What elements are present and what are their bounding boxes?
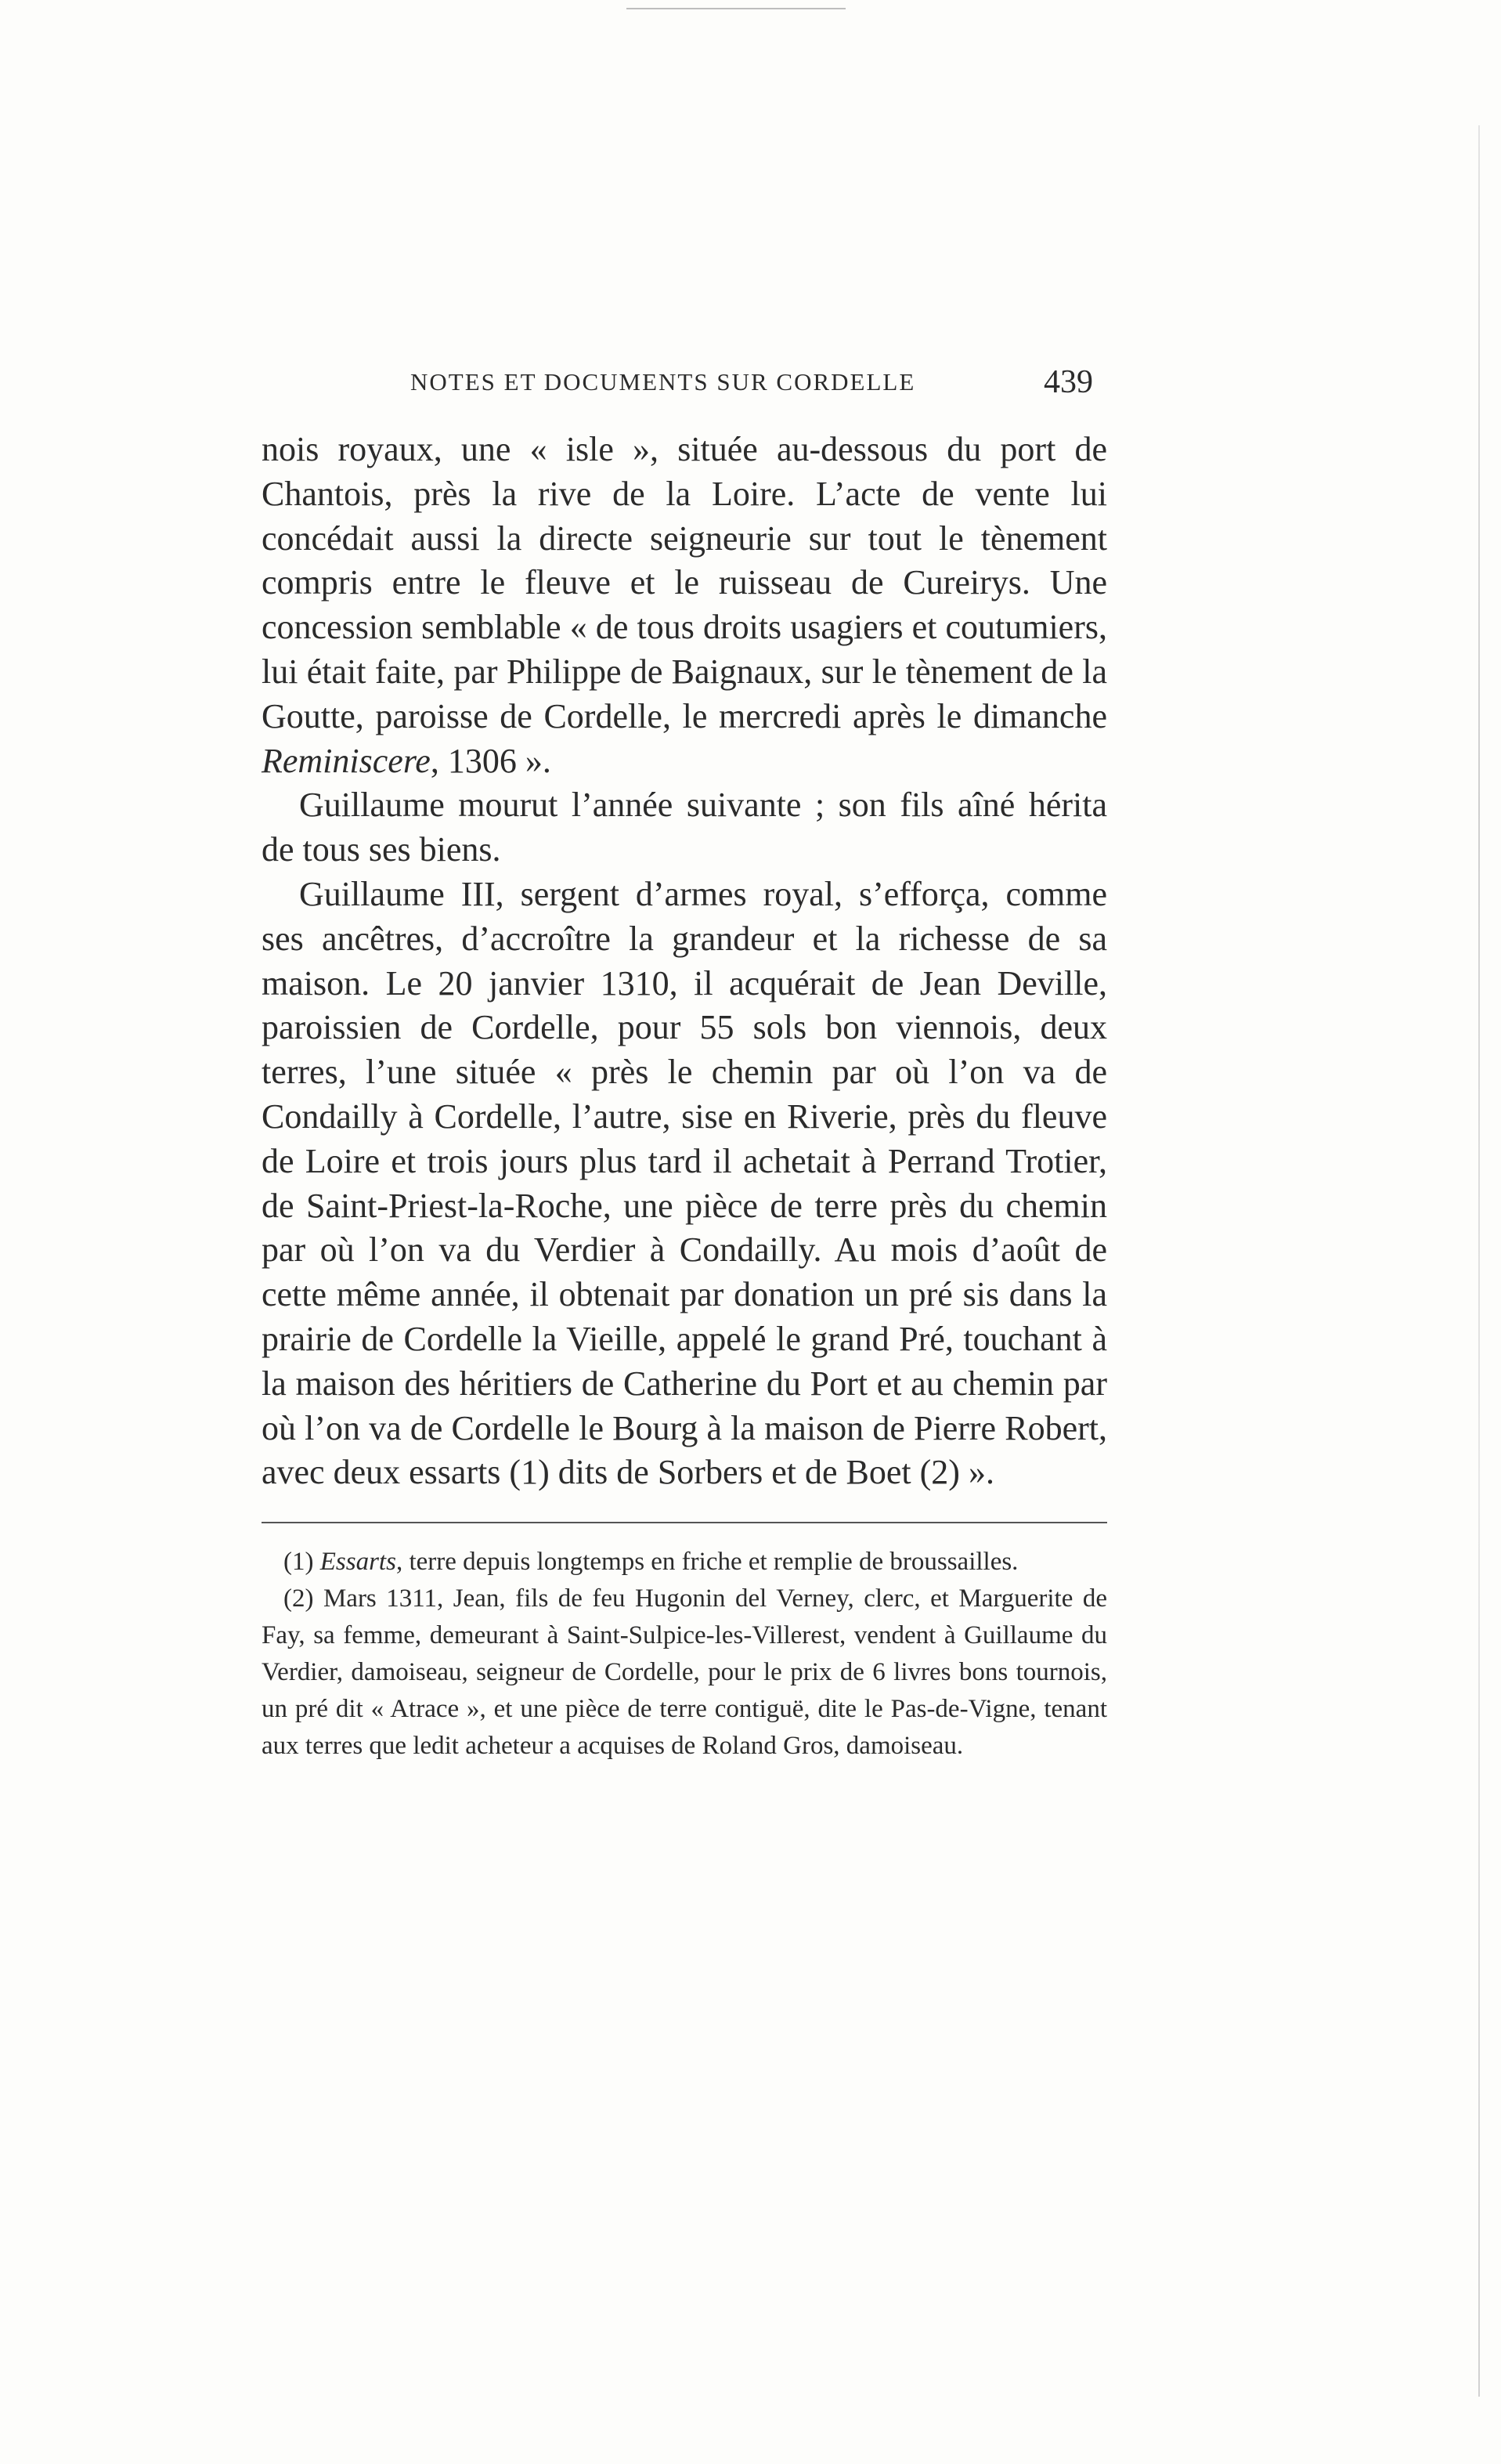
paragraph-2: Guillaume mourut l’année suivante ; son fils aîné hérita de tous ses biens. bbox=[262, 786, 1107, 869]
scan-edge-top bbox=[626, 8, 846, 9]
page-number: 439 bbox=[1044, 364, 1093, 400]
scan-edge-right bbox=[1478, 125, 1480, 2397]
footnotes bbox=[262, 1544, 1107, 1765]
body-text bbox=[262, 428, 1107, 1495]
footnote-1-marker: (1) bbox=[283, 1548, 320, 1577]
footnote-1 bbox=[262, 1544, 1107, 1581]
running-head bbox=[262, 364, 1107, 423]
running-title: NOTES ET DOCUMENTS SUR CORDELLE bbox=[410, 368, 916, 396]
footnote-divider bbox=[262, 1522, 1107, 1523]
paragraph-3: Guillaume III, sergent d’armes royal, s’efforça, comme ses ancêtres, d’accroître la grandeur et la richesse de sa maison. Le 20 janvier 1310, il acquérait de Jean Deville, paroissien de Cordelle, pour 55 sols bon viennois, deux terres, l’une située « près le chemin par où l’on va de Condailly à Cordelle, l’autre, sise en Riverie, près du fleuve de Loire et trois jours plus tard il achetait à Perrand Trotier, de Saint-Priest-la-Roche, une pièce de terre près du chemin par où l’on va du Verdier à Condailly. Au mois d’août de cette même année, il obtenait par donation un pré sis dans la prairie de Cordelle la Vieille, appelé le grand Pré, touchant à la maison des héritiers de Catherine du Port et au chemin par où l’on va de Cordelle le Bourg à la maison de Pierre Robert, avec deux essarts (1) dits de Sorbers et de Boet (2) ». bbox=[262, 874, 1107, 1492]
paragraph-1-italic-term: Reminiscere bbox=[262, 741, 431, 780]
paragraph-1-text-a: nois royaux, une « isle », située au-dessous du port de Chantois, près la rive de la Loire. L’acte de vente lui concédait aussi la directe seigneurie sur tout le tènement compris entre le fleuve et le ruisseau de Cureirys. Une concession semblable « de tous droits usagiers et coutumiers, lui était faite, par Philippe de Baignaux, sur le tènement de la Goutte, paroisse de Cordelle, le mercredi après le dimanche bbox=[262, 430, 1107, 735]
book-page bbox=[262, 364, 1107, 1765]
footnote-2: (2) Mars 1311, Jean, fils de feu Hugonin del Verney, clerc, et Marguerite de Fay, sa femme, demeurant à Saint-Sulpice-les-Villerest, vendent à Guillaume du Verdier, damoiseau, seigneur de Cordelle, pour le prix de 6 livres bons tournois, un pré dit « Atrace », et une pièce de terre contiguë, dite le Pas-de-Vigne, tenant aux terres que ledit acheteur a acquises de Roland Gros, damoiseau. bbox=[262, 1584, 1107, 1761]
footnote-1-text: , terre depuis longtemps en friche et remplie de broussailles. bbox=[395, 1548, 1019, 1577]
footnote-1-term: Essarts bbox=[319, 1548, 396, 1577]
paragraph-1 bbox=[262, 428, 1107, 783]
paragraph-1-text-b: , 1306 ». bbox=[430, 741, 551, 780]
